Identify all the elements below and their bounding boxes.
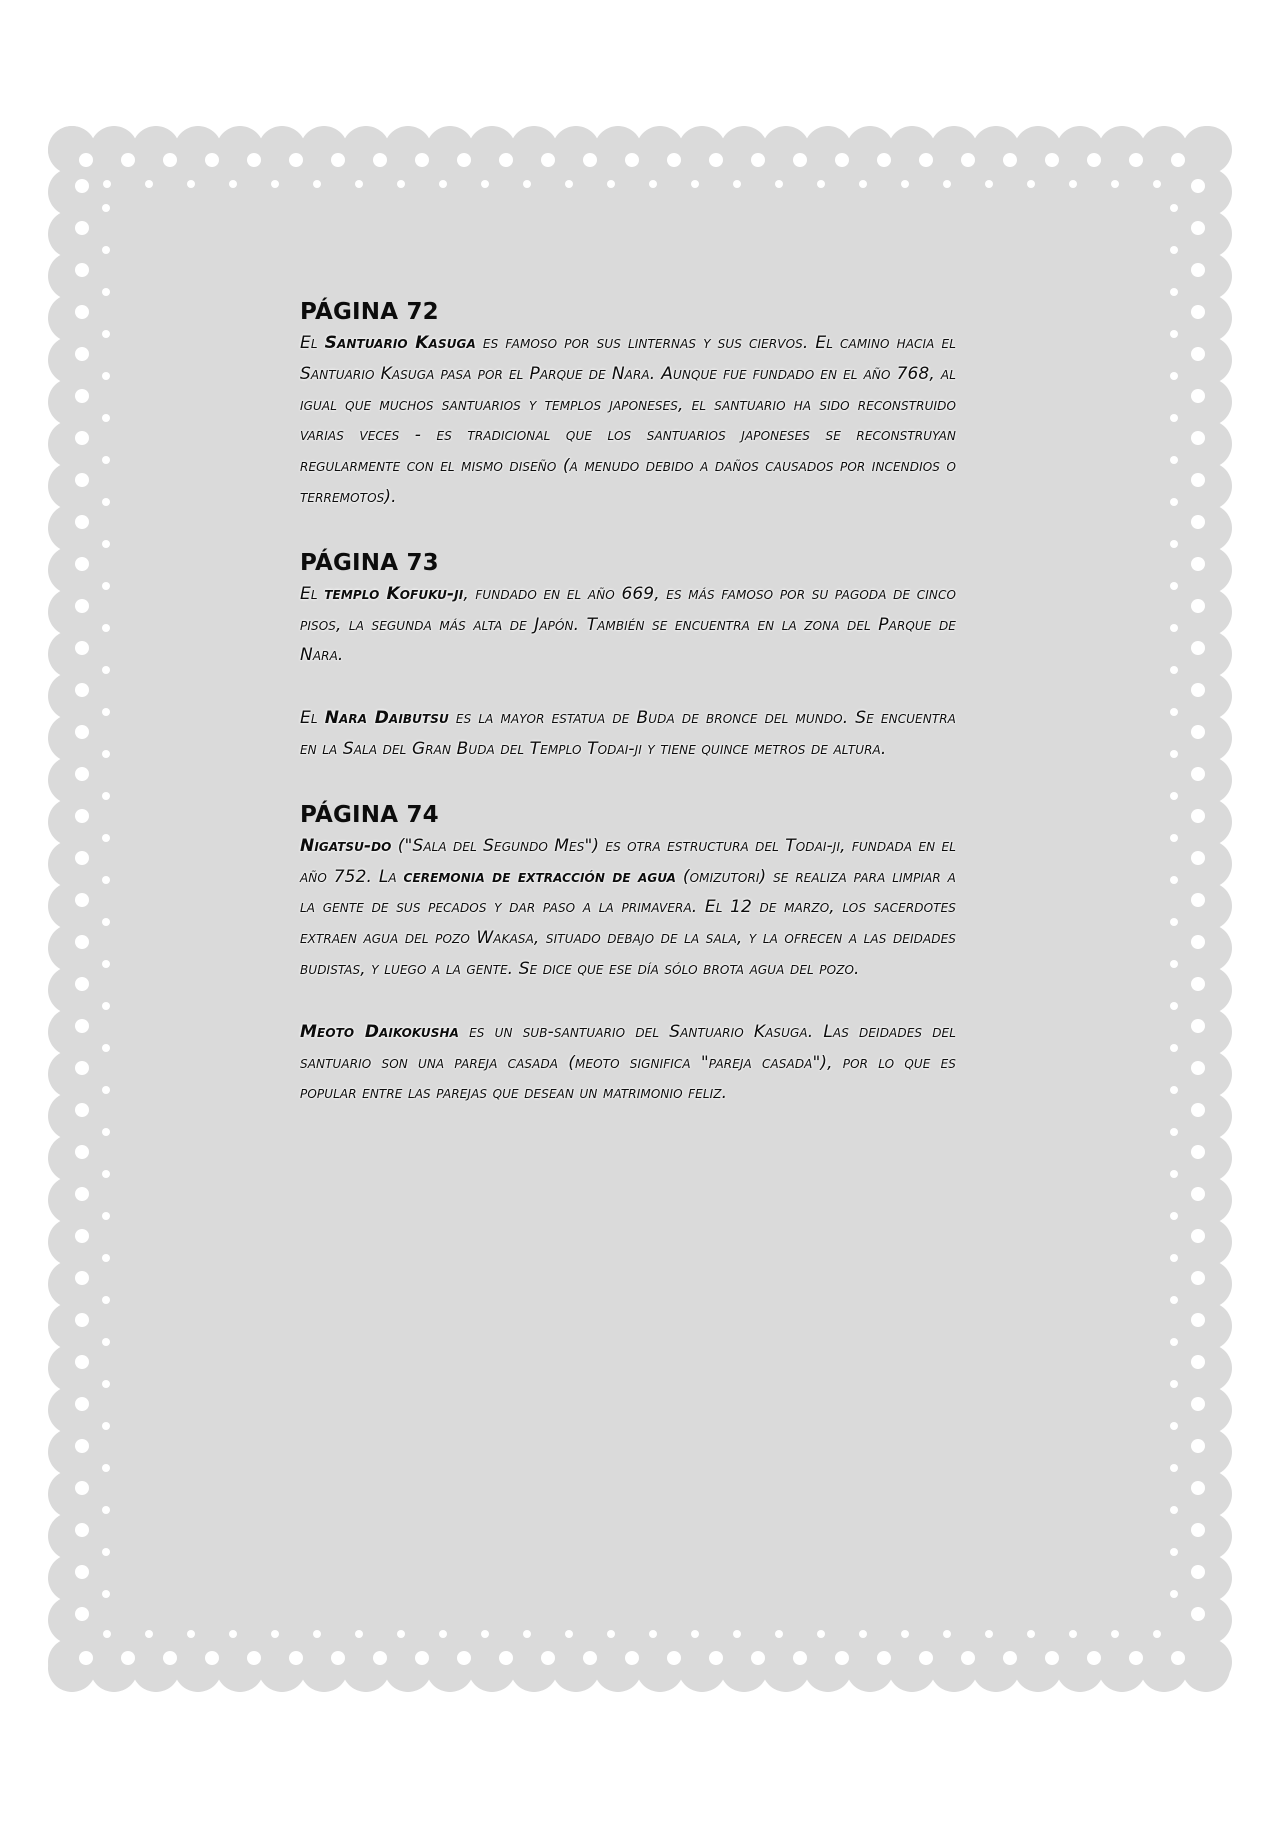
section-page-72: [300, 296, 956, 513]
paragraph: [300, 703, 956, 765]
bold-term: Meoto Daikokusha: [300, 1021, 460, 1042]
bold-term: Nigatsu-do: [300, 835, 392, 856]
text-segment: El: [300, 333, 325, 353]
text-segment: El: [300, 708, 325, 729]
paragraph: [300, 1017, 956, 1109]
bold-term: Nara Daibutsu: [324, 708, 449, 729]
italic-term: omizutori: [689, 866, 760, 887]
bold-term: Santuario Kasuga: [324, 333, 476, 353]
text-segment: (: [676, 866, 690, 887]
text-segment: es famoso por sus linternas y sus ciervos. El camino hacia el Santuario Kasuga pasa por el Parque de Nara. Aunque fue fundado en el año 768, al igual que muchos santuarios y templos japoneses, el santuario ha sido reconstruido varias veces - es tradicional que los santuarios japoneses se reconstruyan regularmente con el mismo diseño (a menudo debido a daños causados por incendios o terremotos).: [300, 333, 956, 507]
section-page-74: [300, 799, 956, 1109]
italic-term: meoto: [574, 1052, 620, 1073]
section-heading: PÁGINA 72: [300, 299, 439, 325]
paragraph: [300, 328, 956, 513]
bold-term: templo Kofuku-ji: [324, 583, 464, 604]
text-segment: es la mayor estatua de Buda de bronce del mundo. Se encuentra en la Sala del Gran Buda del Templo Todai-ji y tiene quince metros de altura.: [300, 708, 956, 759]
text-segment: ("Sala del Segundo Mes") es otra estructura del Todai-ji, fundada en el año 752. La: [300, 835, 956, 887]
paragraph: [300, 579, 956, 671]
section-page-73: [300, 547, 956, 765]
text-segment: El: [300, 583, 325, 604]
text-segment: significa "pareja casada"), por lo que es popular entre las parejas que desean un matrimonio feliz.: [300, 1052, 956, 1104]
text-segment: ) se realiza para limpiar a la gente de sus pecados y dar paso a la primavera. El 12 de marzo, los sacerdotes extraen agua del pozo Wakasa, situado debajo de la sala, y la ofrecen a las deidades budistas, y luego a la gente. Se dice que ese día sólo brota agua del pozo.: [300, 866, 956, 979]
notes-text-area: [300, 296, 956, 1143]
text-segment: es un sub-santuario del Santuario Kasuga. Las deidades del santuario son una pareja casada (: [300, 1021, 957, 1073]
paragraph: [300, 831, 956, 985]
bold-term: ceremonia de extracción de agua: [403, 866, 677, 887]
text-segment: , fundado en el año 669, es más famoso por su pagoda de cinco pisos, la segunda más alta de Japón. También se encuentra en la zona del Parque de Nara.: [300, 583, 956, 666]
section-heading: PÁGINA 74: [300, 801, 439, 828]
section-heading: PÁGINA 73: [300, 549, 439, 576]
